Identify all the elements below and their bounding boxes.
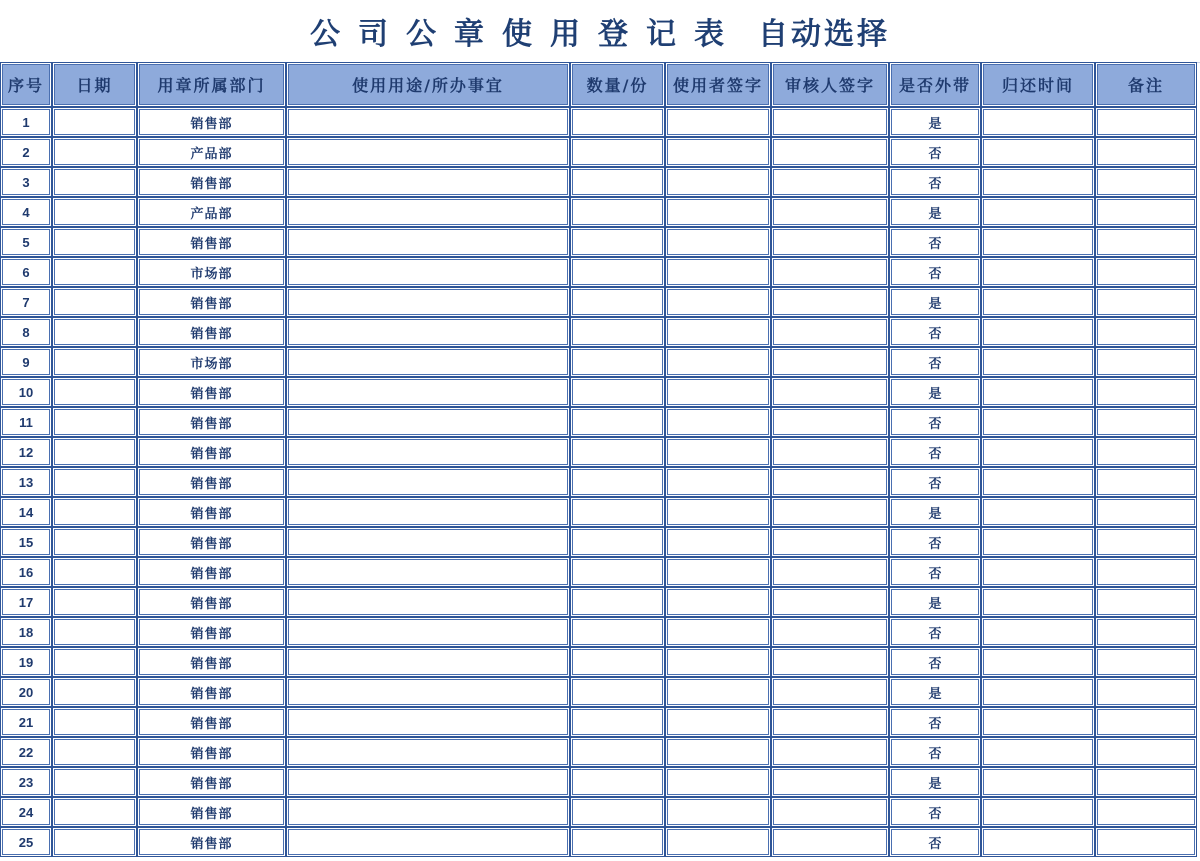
cell-reviewer-sign[interactable]: [771, 347, 889, 377]
cell-purpose[interactable]: [286, 557, 570, 587]
cell-no: 2: [0, 137, 52, 167]
cell-date[interactable]: [52, 287, 137, 317]
cell-dept[interactable]: 销售部: [137, 617, 286, 647]
cell-no: 13: [0, 467, 52, 497]
cell-qty[interactable]: [570, 767, 665, 797]
cell-return-time[interactable]: [981, 467, 1095, 497]
cell-date[interactable]: [52, 737, 137, 767]
cell-no: 20: [0, 677, 52, 707]
cell-note[interactable]: [1095, 227, 1197, 257]
cell-return-time[interactable]: [981, 407, 1095, 437]
cell-note[interactable]: [1095, 827, 1197, 857]
cell-no: 12: [0, 437, 52, 467]
cell-reviewer-sign[interactable]: [771, 227, 889, 257]
header-return-time: 归还时间: [981, 62, 1095, 107]
cell-no: 22: [0, 737, 52, 767]
cell-taken-out[interactable]: 是: [889, 497, 981, 527]
cell-note[interactable]: [1095, 137, 1197, 167]
header-user-sign: 使用者签字: [665, 62, 771, 107]
cell-user-sign[interactable]: [665, 437, 771, 467]
table-row: [0, 677, 1197, 707]
table-row: [0, 527, 1197, 557]
cell-dept[interactable]: 销售部: [137, 107, 286, 137]
cell-date[interactable]: [52, 557, 137, 587]
table-row: [0, 137, 1197, 167]
table-row: [0, 437, 1197, 467]
cell-taken-out[interactable]: 否: [889, 227, 981, 257]
cell-reviewer-sign[interactable]: [771, 257, 889, 287]
cell-taken-out[interactable]: 否: [889, 467, 981, 497]
cell-qty[interactable]: [570, 287, 665, 317]
cell-purpose[interactable]: [286, 227, 570, 257]
cell-qty[interactable]: [570, 377, 665, 407]
cell-date[interactable]: [52, 407, 137, 437]
cell-no: 19: [0, 647, 52, 677]
cell-purpose[interactable]: [286, 437, 570, 467]
cell-no: 1: [0, 107, 52, 137]
cell-return-time[interactable]: [981, 737, 1095, 767]
table-row: [0, 317, 1197, 347]
cell-purpose[interactable]: [286, 167, 570, 197]
cell-qty[interactable]: [570, 437, 665, 467]
cell-reviewer-sign[interactable]: [771, 407, 889, 437]
cell-qty[interactable]: [570, 467, 665, 497]
cell-taken-out[interactable]: 是: [889, 587, 981, 617]
cell-taken-out[interactable]: 是: [889, 197, 981, 227]
cell-return-time[interactable]: [981, 197, 1095, 227]
cell-date[interactable]: [52, 827, 137, 857]
cell-dept[interactable]: 销售部: [137, 317, 286, 347]
cell-note[interactable]: [1095, 587, 1197, 617]
table-row: [0, 737, 1197, 767]
cell-return-time[interactable]: [981, 647, 1095, 677]
cell-qty[interactable]: [570, 827, 665, 857]
cell-dept[interactable]: 产品部: [137, 137, 286, 167]
cell-purpose[interactable]: [286, 317, 570, 347]
cell-dept[interactable]: 销售部: [137, 497, 286, 527]
cell-purpose[interactable]: [286, 647, 570, 677]
cell-reviewer-sign[interactable]: [771, 137, 889, 167]
cell-dept[interactable]: 销售部: [137, 797, 286, 827]
cell-taken-out[interactable]: 是: [889, 377, 981, 407]
cell-return-time[interactable]: [981, 557, 1095, 587]
cell-reviewer-sign[interactable]: [771, 377, 889, 407]
cell-date[interactable]: [52, 257, 137, 287]
cell-qty[interactable]: [570, 407, 665, 437]
cell-return-time[interactable]: [981, 107, 1095, 137]
cell-taken-out[interactable]: 否: [889, 167, 981, 197]
header-no: 序号: [0, 62, 52, 107]
table-row: [0, 767, 1197, 797]
cell-purpose[interactable]: [286, 587, 570, 617]
cell-note[interactable]: [1095, 287, 1197, 317]
cell-purpose[interactable]: [286, 617, 570, 647]
cell-purpose[interactable]: [286, 197, 570, 227]
cell-no: 17: [0, 587, 52, 617]
cell-no: 16: [0, 557, 52, 587]
title-main: 公司公章使用登记表: [310, 17, 742, 52]
cell-taken-out[interactable]: 否: [889, 437, 981, 467]
cell-dept[interactable]: 销售部: [137, 287, 286, 317]
cell-dept[interactable]: 销售部: [137, 527, 286, 557]
cell-user-sign[interactable]: [665, 557, 771, 587]
cell-note[interactable]: [1095, 707, 1197, 737]
cell-dept[interactable]: 销售部: [137, 557, 286, 587]
cell-note[interactable]: [1095, 767, 1197, 797]
table-row: [0, 227, 1197, 257]
cell-no: 21: [0, 707, 52, 737]
cell-purpose[interactable]: [286, 287, 570, 317]
cell-taken-out[interactable]: 否: [889, 557, 981, 587]
cell-purpose[interactable]: [286, 377, 570, 407]
cell-return-time[interactable]: [981, 257, 1095, 287]
cell-taken-out[interactable]: 是: [889, 287, 981, 317]
cell-taken-out[interactable]: 否: [889, 737, 981, 767]
header-purpose: 使用用途/所办事宜: [286, 62, 570, 107]
cell-purpose[interactable]: [286, 407, 570, 437]
cell-qty[interactable]: [570, 107, 665, 137]
table-row: [0, 797, 1197, 827]
cell-user-sign[interactable]: [665, 347, 771, 377]
header-date: 日期: [52, 62, 137, 107]
cell-date[interactable]: [52, 167, 137, 197]
cell-no: 15: [0, 527, 52, 557]
cell-note[interactable]: [1095, 107, 1197, 137]
cell-user-sign[interactable]: [665, 107, 771, 137]
cell-no: 24: [0, 797, 52, 827]
cell-reviewer-sign[interactable]: [771, 647, 889, 677]
cell-user-sign[interactable]: [665, 227, 771, 257]
cell-qty[interactable]: [570, 137, 665, 167]
cell-date[interactable]: [52, 617, 137, 647]
cell-return-time[interactable]: [981, 707, 1095, 737]
cell-qty[interactable]: [570, 707, 665, 737]
cell-return-time[interactable]: [981, 317, 1095, 347]
cell-taken-out[interactable]: 否: [889, 527, 981, 557]
cell-reviewer-sign[interactable]: [771, 797, 889, 827]
cell-dept[interactable]: 产品部: [137, 197, 286, 227]
cell-purpose[interactable]: [286, 527, 570, 557]
table-row: [0, 347, 1197, 377]
cell-qty[interactable]: [570, 797, 665, 827]
cell-taken-out[interactable]: 否: [889, 347, 981, 377]
cell-reviewer-sign[interactable]: [771, 767, 889, 797]
cell-reviewer-sign[interactable]: [771, 167, 889, 197]
cell-return-time[interactable]: [981, 137, 1095, 167]
header-row: [0, 62, 1197, 107]
cell-date[interactable]: [52, 437, 137, 467]
cell-reviewer-sign[interactable]: [771, 287, 889, 317]
cell-user-sign[interactable]: [665, 377, 771, 407]
cell-user-sign[interactable]: [665, 137, 771, 167]
cell-return-time[interactable]: [981, 677, 1095, 707]
cell-no: 10: [0, 377, 52, 407]
cell-taken-out[interactable]: 否: [889, 407, 981, 437]
cell-dept[interactable]: 销售部: [137, 647, 286, 677]
cell-note[interactable]: [1095, 467, 1197, 497]
table-row: [0, 497, 1197, 527]
table-row: [0, 287, 1197, 317]
table-row: [0, 377, 1197, 407]
cell-no: 4: [0, 197, 52, 227]
cell-purpose[interactable]: [286, 467, 570, 497]
cell-taken-out[interactable]: 是: [889, 107, 981, 137]
cell-dept[interactable]: 销售部: [137, 827, 286, 857]
cell-purpose[interactable]: [286, 827, 570, 857]
cell-purpose[interactable]: [286, 677, 570, 707]
cell-qty[interactable]: [570, 677, 665, 707]
cell-return-time[interactable]: [981, 617, 1095, 647]
cell-dept[interactable]: 销售部: [137, 677, 286, 707]
cell-user-sign[interactable]: [665, 827, 771, 857]
cell-return-time[interactable]: [981, 377, 1095, 407]
cell-return-time[interactable]: [981, 347, 1095, 377]
table-row: [0, 587, 1197, 617]
cell-date[interactable]: [52, 467, 137, 497]
cell-date[interactable]: [52, 647, 137, 677]
cell-purpose[interactable]: [286, 737, 570, 767]
cell-dept[interactable]: 销售部: [137, 437, 286, 467]
cell-dept[interactable]: 销售部: [137, 467, 286, 497]
cell-note[interactable]: [1095, 407, 1197, 437]
cell-note[interactable]: [1095, 377, 1197, 407]
cell-return-time[interactable]: [981, 287, 1095, 317]
table-row: [0, 827, 1197, 857]
table-row: [0, 467, 1197, 497]
table-row: [0, 707, 1197, 737]
cell-qty[interactable]: [570, 317, 665, 347]
cell-date[interactable]: [52, 677, 137, 707]
cell-qty[interactable]: [570, 257, 665, 287]
cell-date[interactable]: [52, 527, 137, 557]
table-row: [0, 407, 1197, 437]
table-body: [0, 107, 1197, 857]
cell-qty[interactable]: [570, 617, 665, 647]
cell-reviewer-sign[interactable]: [771, 527, 889, 557]
cell-user-sign[interactable]: [665, 467, 771, 497]
cell-note[interactable]: [1095, 737, 1197, 767]
cell-taken-out[interactable]: 否: [889, 137, 981, 167]
cell-no: 3: [0, 167, 52, 197]
cell-user-sign[interactable]: [665, 677, 771, 707]
cell-date[interactable]: [52, 587, 137, 617]
cell-taken-out[interactable]: 否: [889, 617, 981, 647]
cell-user-sign[interactable]: [665, 317, 771, 347]
table-row: [0, 557, 1197, 587]
cell-taken-out[interactable]: 否: [889, 827, 981, 857]
cell-dept[interactable]: 销售部: [137, 707, 286, 737]
cell-user-sign[interactable]: [665, 197, 771, 227]
cell-date[interactable]: [52, 227, 137, 257]
cell-date[interactable]: [52, 107, 137, 137]
cell-user-sign[interactable]: [665, 767, 771, 797]
table-row: [0, 107, 1197, 137]
cell-no: 14: [0, 497, 52, 527]
cell-user-sign[interactable]: [665, 527, 771, 557]
cell-user-sign[interactable]: [665, 737, 771, 767]
cell-reviewer-sign[interactable]: [771, 827, 889, 857]
cell-user-sign[interactable]: [665, 287, 771, 317]
page-title: [0, 0, 1200, 63]
cell-taken-out[interactable]: 否: [889, 317, 981, 347]
table-row: [0, 257, 1197, 287]
cell-purpose[interactable]: [286, 347, 570, 377]
cell-no: 8: [0, 317, 52, 347]
cell-qty[interactable]: [570, 227, 665, 257]
cell-return-time[interactable]: [981, 527, 1095, 557]
cell-date[interactable]: [52, 497, 137, 527]
cell-note[interactable]: [1095, 167, 1197, 197]
cell-note[interactable]: [1095, 197, 1197, 227]
seal-usage-table: [0, 62, 1197, 857]
cell-user-sign[interactable]: [665, 167, 771, 197]
cell-user-sign[interactable]: [665, 617, 771, 647]
cell-qty[interactable]: [570, 197, 665, 227]
cell-taken-out[interactable]: 是: [889, 767, 981, 797]
cell-reviewer-sign[interactable]: [771, 497, 889, 527]
cell-taken-out[interactable]: 否: [889, 797, 981, 827]
cell-user-sign[interactable]: [665, 647, 771, 677]
cell-return-time[interactable]: [981, 167, 1095, 197]
cell-no: 23: [0, 767, 52, 797]
cell-return-time[interactable]: [981, 437, 1095, 467]
cell-date[interactable]: [52, 137, 137, 167]
header-note: 备注: [1095, 62, 1197, 107]
cell-taken-out[interactable]: 否: [889, 647, 981, 677]
cell-return-time[interactable]: [981, 227, 1095, 257]
cell-user-sign[interactable]: [665, 707, 771, 737]
cell-date[interactable]: [52, 317, 137, 347]
cell-purpose[interactable]: [286, 707, 570, 737]
table-row: [0, 617, 1197, 647]
cell-no: 6: [0, 257, 52, 287]
cell-note[interactable]: [1095, 437, 1197, 467]
cell-user-sign[interactable]: [665, 797, 771, 827]
cell-date[interactable]: [52, 347, 137, 377]
cell-no: 25: [0, 827, 52, 857]
header-dept: 用章所属部门: [137, 62, 286, 107]
cell-note[interactable]: [1095, 347, 1197, 377]
cell-date[interactable]: [52, 797, 137, 827]
cell-reviewer-sign[interactable]: [771, 197, 889, 227]
cell-note[interactable]: [1095, 557, 1197, 587]
cell-no: 11: [0, 407, 52, 437]
cell-qty[interactable]: [570, 557, 665, 587]
cell-dept[interactable]: 销售部: [137, 407, 286, 437]
table-row: [0, 167, 1197, 197]
cell-purpose[interactable]: [286, 497, 570, 527]
cell-reviewer-sign[interactable]: [771, 467, 889, 497]
cell-taken-out[interactable]: 否: [889, 257, 981, 287]
cell-no: 18: [0, 617, 52, 647]
cell-reviewer-sign[interactable]: [771, 587, 889, 617]
cell-taken-out[interactable]: 是: [889, 677, 981, 707]
title-subtitle: 自动选择: [758, 17, 890, 52]
cell-reviewer-sign[interactable]: [771, 437, 889, 467]
cell-reviewer-sign[interactable]: [771, 677, 889, 707]
cell-reviewer-sign[interactable]: [771, 707, 889, 737]
cell-purpose[interactable]: [286, 137, 570, 167]
cell-dept[interactable]: 市场部: [137, 257, 286, 287]
cell-qty[interactable]: [570, 347, 665, 377]
cell-qty[interactable]: [570, 647, 665, 677]
cell-reviewer-sign[interactable]: [771, 317, 889, 347]
cell-note[interactable]: [1095, 497, 1197, 527]
cell-note[interactable]: [1095, 257, 1197, 287]
cell-dept[interactable]: 销售部: [137, 377, 286, 407]
cell-no: 5: [0, 227, 52, 257]
cell-purpose[interactable]: [286, 107, 570, 137]
cell-dept[interactable]: 市场部: [137, 347, 286, 377]
cell-date[interactable]: [52, 767, 137, 797]
cell-return-time[interactable]: [981, 587, 1095, 617]
header-qty: 数量/份: [570, 62, 665, 107]
cell-dept[interactable]: 销售部: [137, 587, 286, 617]
cell-user-sign[interactable]: [665, 407, 771, 437]
cell-dept[interactable]: 销售部: [137, 167, 286, 197]
cell-purpose[interactable]: [286, 797, 570, 827]
cell-note[interactable]: [1095, 617, 1197, 647]
cell-return-time[interactable]: [981, 497, 1095, 527]
cell-note[interactable]: [1095, 677, 1197, 707]
cell-qty[interactable]: [570, 527, 665, 557]
cell-no: 7: [0, 287, 52, 317]
cell-user-sign[interactable]: [665, 587, 771, 617]
cell-dept[interactable]: 销售部: [137, 737, 286, 767]
cell-purpose[interactable]: [286, 257, 570, 287]
cell-reviewer-sign[interactable]: [771, 737, 889, 767]
cell-purpose[interactable]: [286, 767, 570, 797]
cell-date[interactable]: [52, 707, 137, 737]
header-taken-out: 是否外带: [889, 62, 981, 107]
cell-qty[interactable]: [570, 587, 665, 617]
cell-user-sign[interactable]: [665, 257, 771, 287]
cell-dept[interactable]: 销售部: [137, 767, 286, 797]
cell-date[interactable]: [52, 377, 137, 407]
table-row: [0, 197, 1197, 227]
cell-return-time[interactable]: [981, 797, 1095, 827]
cell-qty[interactable]: [570, 167, 665, 197]
cell-reviewer-sign[interactable]: [771, 107, 889, 137]
header-reviewer-sign: 审核人签字: [771, 62, 889, 107]
cell-note[interactable]: [1095, 797, 1197, 827]
cell-note[interactable]: [1095, 317, 1197, 347]
cell-no: 9: [0, 347, 52, 377]
cell-qty[interactable]: [570, 737, 665, 767]
cell-reviewer-sign[interactable]: [771, 557, 889, 587]
cell-taken-out[interactable]: 否: [889, 707, 981, 737]
cell-return-time[interactable]: [981, 827, 1095, 857]
cell-note[interactable]: [1095, 647, 1197, 677]
cell-reviewer-sign[interactable]: [771, 617, 889, 647]
cell-date[interactable]: [52, 197, 137, 227]
cell-qty[interactable]: [570, 497, 665, 527]
table-row: [0, 647, 1197, 677]
cell-note[interactable]: [1095, 527, 1197, 557]
cell-dept[interactable]: 销售部: [137, 227, 286, 257]
cell-return-time[interactable]: [981, 767, 1095, 797]
cell-user-sign[interactable]: [665, 497, 771, 527]
